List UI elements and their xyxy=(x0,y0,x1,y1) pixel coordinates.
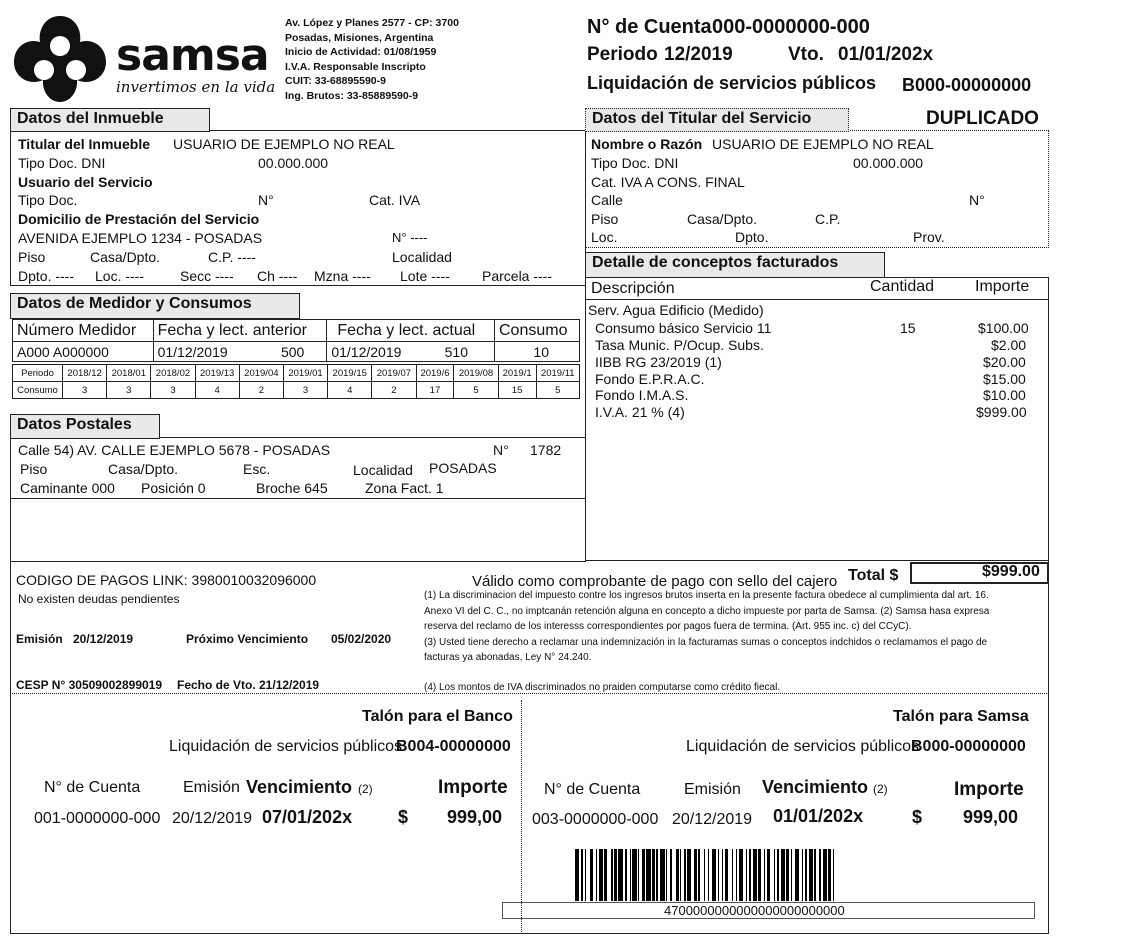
doc-number: B000-00000000 xyxy=(902,75,1032,95)
ch: Ch ---- xyxy=(257,268,298,284)
titular-tipo-doc: Tipo Doc. DNI xyxy=(591,155,679,171)
header-consumo: Consumo xyxy=(494,320,579,342)
postal-localidad-label: Localidad xyxy=(353,462,413,478)
history-period: 2019/08 xyxy=(454,365,498,382)
postal-zona: Zona Fact. 1 xyxy=(365,480,444,496)
history-period: 2019/07 xyxy=(372,365,416,382)
dpto: Dpto. ---- xyxy=(18,268,74,284)
postal-nro-label: N° xyxy=(493,442,509,458)
history-value: 3 xyxy=(283,382,327,399)
barcode-bar xyxy=(718,849,719,901)
period-label: Periodo xyxy=(587,44,658,65)
header-numero-medidor: Número Medidor xyxy=(13,320,154,342)
history-period-row xyxy=(13,365,580,382)
history-period: 2019/11 xyxy=(536,365,579,382)
tipo-doc-usuario: Tipo Doc. xyxy=(18,192,78,208)
history-consumo-label: Consumo xyxy=(13,382,63,399)
talon-banco-currency: $ xyxy=(398,807,409,827)
medidor-table xyxy=(12,319,580,362)
history-value: 3 xyxy=(151,382,195,399)
talon-samsa-emision-value: 20/12/2019 xyxy=(672,811,753,828)
history-consumo-row xyxy=(13,382,580,399)
barcode-bar xyxy=(642,849,645,901)
titular-cat-iva: Cat. IVA A CONS. FINAL xyxy=(591,174,745,190)
company-slogan: invertimos en la vida xyxy=(116,78,276,96)
history-period: 2019/6 xyxy=(416,365,454,382)
barcode-bar xyxy=(749,849,752,901)
history-value: 2 xyxy=(239,382,283,399)
barcode-bar xyxy=(652,849,655,901)
cesp-fecha-vto: Fecho de Vto. 21/12/2019 xyxy=(177,678,320,692)
period-value: 12/2019 xyxy=(664,44,733,65)
consumo-history-table xyxy=(12,364,580,399)
barcode-bar xyxy=(687,849,691,901)
barcode-bar xyxy=(684,849,685,901)
domicilio-nro: N° ---- xyxy=(392,230,428,245)
talon-banco-importe-value: 999,00 xyxy=(447,807,503,827)
history-value: 5 xyxy=(536,382,579,399)
due-value: 01/01/202x xyxy=(838,44,934,65)
history-period: 2019/15 xyxy=(328,365,372,382)
footnote: (1) La discriminacion del impuesto contre los ingresos brutos inserta en la presente factura obedece al cumplimienta dal art. 16. xyxy=(424,590,989,601)
footnote: (4) Los montos de IVA discriminados no praiden computarse como crédito fiecal. xyxy=(424,681,781,693)
barcode-bar xyxy=(795,849,799,901)
talon-samsa-importe-value: 999,00 xyxy=(963,807,1019,827)
history-value: 15 xyxy=(498,382,536,399)
barcode-bar xyxy=(746,849,747,901)
proximo-vencimiento-label: Próximo Vencimiento xyxy=(186,632,309,646)
nombre-razon-label: Nombre o Razón xyxy=(591,136,703,152)
barcode-bar xyxy=(753,849,757,901)
proximo-vencimiento-value: 05/02/2020 xyxy=(331,632,392,646)
barcode-bar xyxy=(611,849,612,901)
history-value: 4 xyxy=(195,382,239,399)
conceptos-header-line xyxy=(585,299,1049,300)
due-label: Vto. xyxy=(788,44,824,65)
lote: Lote ---- xyxy=(400,268,450,284)
talon-samsa-venc-value: 01/01/202x xyxy=(773,806,864,826)
cesp-number: CESP N° 30509002899019 xyxy=(16,678,163,692)
talon-samsa-currency: $ xyxy=(912,807,923,827)
nro-usuario: N° xyxy=(258,192,274,208)
titular-dpto: Dpto. xyxy=(735,229,769,245)
talon-banco-doc-title: Liquidación de servicios públicos xyxy=(169,738,403,755)
localidad: Localidad xyxy=(392,249,452,265)
postal-posicion: Posición 0 xyxy=(141,480,206,496)
history-period: 2019/04 xyxy=(239,365,283,382)
history-period: 2018/12 xyxy=(63,365,107,382)
talon-banco-account-label: N° de Cuenta xyxy=(44,779,141,796)
concepto-item-amount: $2.00 xyxy=(991,337,1027,353)
barcode-bar xyxy=(814,849,815,901)
col-importe: Importe xyxy=(975,278,1030,295)
codigo-pagos: CODIGO DE PAGOS LINK: 3980010032096000 xyxy=(16,572,317,588)
talon-banco-emision-value: 20/12/2019 xyxy=(172,810,253,827)
history-period-label: Periodo xyxy=(13,365,63,382)
barcode-bar xyxy=(704,849,705,901)
concepto-item-amount: $20.00 xyxy=(983,354,1026,370)
parcela: Parcela ---- xyxy=(482,268,553,284)
talon-banco-venc-value: 07/01/202x xyxy=(262,807,353,827)
barcode-bar xyxy=(712,849,716,901)
footnotes xyxy=(424,588,989,695)
history-value: 2 xyxy=(372,382,416,399)
talon-samsa-venc-note: (2) xyxy=(873,782,888,796)
barcode-bar xyxy=(781,849,785,901)
samsa-logo xyxy=(10,12,280,104)
barcode-number: 4700000000000000000000000 xyxy=(664,903,845,918)
cp: C.P. ---- xyxy=(208,249,256,265)
titular-title: Datos del Titular del Servicio xyxy=(585,108,849,132)
barcode xyxy=(575,849,999,901)
postal-piso: Piso xyxy=(20,461,48,477)
casa-dpto: Casa/Dpto. xyxy=(90,249,161,265)
header-fecha-anterior: Fecha y lect. anterior xyxy=(153,320,327,342)
medidor-consumo: 10 xyxy=(494,342,579,362)
talon-samsa-importe-label: Importe xyxy=(954,779,1024,800)
col-cantidad: Cantidad xyxy=(870,278,935,295)
history-period: 2018/02 xyxy=(151,365,195,382)
barcode-bar xyxy=(596,849,597,901)
nombre-razon-value: USUARIO DE EJEMPLO NO REAL xyxy=(712,136,934,152)
emision-label: Emisión xyxy=(16,632,63,646)
barcode-bar xyxy=(774,849,775,901)
total-value: $999.00 xyxy=(982,563,1040,580)
account-label: N° de Cuenta xyxy=(587,16,712,38)
concepto-item-desc: Fondo E.P.R.A.C. xyxy=(595,371,705,387)
medidor-header-row xyxy=(13,320,580,342)
barcode-bar xyxy=(614,849,617,901)
postal-esc: Esc. xyxy=(243,461,271,477)
postal-localidad-value: POSADAS xyxy=(429,460,497,476)
barcode-bar xyxy=(777,849,780,901)
barcode-bar xyxy=(725,849,728,901)
barcode-bar xyxy=(764,849,765,901)
inmueble-title: Datos del Inmueble xyxy=(10,108,210,132)
history-period: 2019/13 xyxy=(195,365,239,382)
barcode-bar xyxy=(590,849,593,901)
account-value: 000-0000000-000 xyxy=(712,16,870,38)
postal-casa: Casa/Dpto. xyxy=(108,461,179,477)
cat-iva-usuario: Cat. IVA xyxy=(369,192,421,208)
barcode-bar xyxy=(809,849,813,901)
talon-samsa-title: Talón para Samsa xyxy=(893,708,1029,725)
tipo-doc: Tipo Doc. DNI xyxy=(18,155,106,171)
barcode-bar xyxy=(767,849,770,901)
talon-samsa-doc-title: Liquidación de servicios públicos xyxy=(686,738,920,755)
piso: Piso xyxy=(18,249,46,265)
domicilio-value: AVENIDA EJEMPLO 1234 - POSADAS xyxy=(18,230,263,246)
secc: Secc ---- xyxy=(180,268,234,284)
history-value: 4 xyxy=(328,382,372,399)
company-address: Av. López y Planes 2577 - CP: 3700 Posadas, Misiones, Argentina Inicio de Actividad: 01/08/1959 I.V.A. Responsable Inscripto CUIT: 33-68895590-9 Ing. Brutos: 33-85889590-9 xyxy=(285,17,459,102)
loc: Loc. ---- xyxy=(95,268,144,284)
blank-box xyxy=(10,498,586,562)
medidor-numero: A000 A000000 xyxy=(13,342,154,362)
postales-title: Datos Postales xyxy=(10,414,160,439)
footnote: facturas ya abonadas, Ley N° 24.240. xyxy=(424,652,592,663)
titular-prov: Prov. xyxy=(913,229,945,245)
concepto-item-qty: 15 xyxy=(900,320,916,336)
barcode-bar xyxy=(828,849,831,901)
barcode-bar xyxy=(575,849,579,901)
footnote: (3) Usted tiene derecho a reclamar una indemnización in la facturamas sumas o conceptos indchidos o reclamamos el pago de xyxy=(424,636,988,648)
barcode-bar xyxy=(802,849,803,901)
titular-calle: Calle xyxy=(591,192,623,208)
concepto-item-amount: $100.00 xyxy=(978,320,1029,336)
barcode-bar xyxy=(638,849,639,901)
talon-samsa-venc-label: Vencimiento xyxy=(762,777,869,797)
barcode-bar xyxy=(708,849,709,901)
barcode-bar xyxy=(805,849,808,901)
titular-inmueble-value: USUARIO DE EJEMPLO NO REAL xyxy=(173,136,395,152)
barcode-bar xyxy=(833,849,834,901)
doc-title: Liquidación de servicios públicos xyxy=(587,73,877,93)
barcode-bar xyxy=(736,849,737,901)
barcode-bar xyxy=(656,849,657,901)
talon-banco-account-value: 001-0000000-000 xyxy=(34,810,161,827)
history-value: 5 xyxy=(454,382,498,399)
barcode-bar xyxy=(739,849,743,901)
barcode-bar xyxy=(722,849,723,901)
barcode-bar xyxy=(758,849,761,901)
barcode-bar xyxy=(599,849,603,901)
doc-num: 00.000.000 xyxy=(258,155,329,171)
talon-banco-venc-note: (2) xyxy=(358,782,373,796)
talon-divider xyxy=(521,700,522,934)
concepto-item-amount: $10.00 xyxy=(983,387,1026,403)
barcode-bar xyxy=(670,849,671,901)
talon-samsa-account-label: N° de Cuenta xyxy=(544,781,641,798)
barcode-bar xyxy=(819,849,822,901)
talon-banco-title: Talón para el Banco xyxy=(362,708,513,725)
usuario-servicio-label: Usuario del Servicio xyxy=(18,174,153,190)
domicilio-label: Domicilio de Prestación del Servicio xyxy=(18,211,260,227)
barcode-bar xyxy=(618,849,622,901)
footnote: reserva del reclamo de los interesss correspondientes por pagos fuera de termina. (Art. 955 inc. c) del CCyC). xyxy=(424,621,912,632)
valido-comprobante: Válido como comprobante de pago con sello del cajero xyxy=(472,573,838,590)
titular-piso: Piso xyxy=(591,211,619,227)
titular-cp: C.P. xyxy=(815,211,841,227)
history-value: 3 xyxy=(107,382,151,399)
concepto-item-desc: Fondo I.M.A.S. xyxy=(595,387,689,403)
barcode-bar xyxy=(630,849,631,901)
medidor-data-row xyxy=(13,342,580,362)
talon-banco-emision-label: Emisión xyxy=(183,779,240,796)
history-value: 17 xyxy=(416,382,454,399)
medidor-fecha-actual: 01/12/2019 510 xyxy=(327,342,495,362)
footnote: Anexo VI del C. C., no imptcanán retención alguna en concepto a dicho impueste por parta de Samsa. (2) Samsa hasa expresa xyxy=(424,605,990,617)
talon-samsa-account-value: 003-0000000-000 xyxy=(532,811,659,828)
barcode-bar xyxy=(585,849,586,901)
barcode-bar xyxy=(791,849,792,901)
barcode-bar xyxy=(694,849,697,901)
barcode-bar xyxy=(660,849,664,901)
titular-casa: Casa/Dpto. xyxy=(687,211,758,227)
barcode-bar xyxy=(676,849,679,901)
mzna: Mzna ---- xyxy=(314,268,371,284)
postal-broche: Broche 645 xyxy=(256,480,328,496)
titular-doc-num: 00.000.000 xyxy=(853,155,924,171)
postal-calle: Calle 54) AV. CALLE EJEMPLO 5678 - POSADAS xyxy=(18,442,331,458)
concepto-item-desc: IIBB RG 23/2019 (1) xyxy=(595,354,722,370)
barcode-bar xyxy=(823,849,827,901)
total-label: Total $ xyxy=(848,567,899,584)
history-period: 2018/01 xyxy=(107,365,151,382)
col-descripcion: Descripción xyxy=(591,280,675,297)
titular-loc: Loc. xyxy=(591,229,618,245)
concepto-item-amount: $999.00 xyxy=(976,404,1027,420)
history-period: 2019/1 xyxy=(498,365,536,382)
talon-banco-doc-number: B004-00000000 xyxy=(396,738,511,755)
postal-nro-value: 1782 xyxy=(530,442,562,458)
duplicate-label: DUPLICADO xyxy=(926,108,1039,129)
postal-caminante: Caminante 000 xyxy=(20,480,115,496)
barcode-bar xyxy=(666,849,667,901)
talon-samsa-emision-label: Emisión xyxy=(684,781,741,798)
header-fecha-actual: Fecha y lect. actual xyxy=(327,320,495,342)
talon-banco-venc-label: Vencimiento xyxy=(246,777,353,797)
samsa-logo-icon xyxy=(10,12,110,104)
concepto-item-desc: Tasa Munic. P/Ocup. Subs. xyxy=(595,337,764,353)
medidor-title: Datos de Medidor y Consumos xyxy=(10,293,300,319)
barcode-bar xyxy=(581,849,584,901)
medidor-fecha-anterior: 01/12/2019 500 xyxy=(153,342,327,362)
deudas-text: No existen deudas pendientes xyxy=(18,592,180,606)
history-value: 3 xyxy=(63,382,107,399)
barcode-bar xyxy=(732,849,733,901)
concepto-group: Serv. Agua Edificio (Medido) xyxy=(588,302,764,318)
concepto-item-amount: $15.00 xyxy=(983,371,1026,387)
barcode-bar xyxy=(698,849,699,901)
barcode-bar xyxy=(680,849,681,901)
barcode-bar xyxy=(604,849,607,901)
conceptos-title: Detalle de conceptos facturados xyxy=(585,252,885,278)
barcode-bar xyxy=(632,849,636,901)
barcode-bar xyxy=(646,849,650,901)
company-name: samsa xyxy=(116,30,269,81)
concepto-item-desc: Consumo básico Servicio 11 xyxy=(595,320,772,336)
titular-nro: N° xyxy=(969,192,985,208)
barcode-bar xyxy=(625,849,626,901)
concepto-item-desc: I.V.A. 21 % (4) xyxy=(595,404,685,420)
talon-samsa-doc-number: B000-00000000 xyxy=(911,738,1026,755)
talon-banco-importe-label: Importe xyxy=(438,777,508,798)
emision-value: 20/12/2019 xyxy=(73,632,134,646)
history-period: 2019/01 xyxy=(283,365,327,382)
barcode-bar xyxy=(786,849,789,901)
titular-inmueble-label: Titular del Inmueble xyxy=(18,136,150,152)
